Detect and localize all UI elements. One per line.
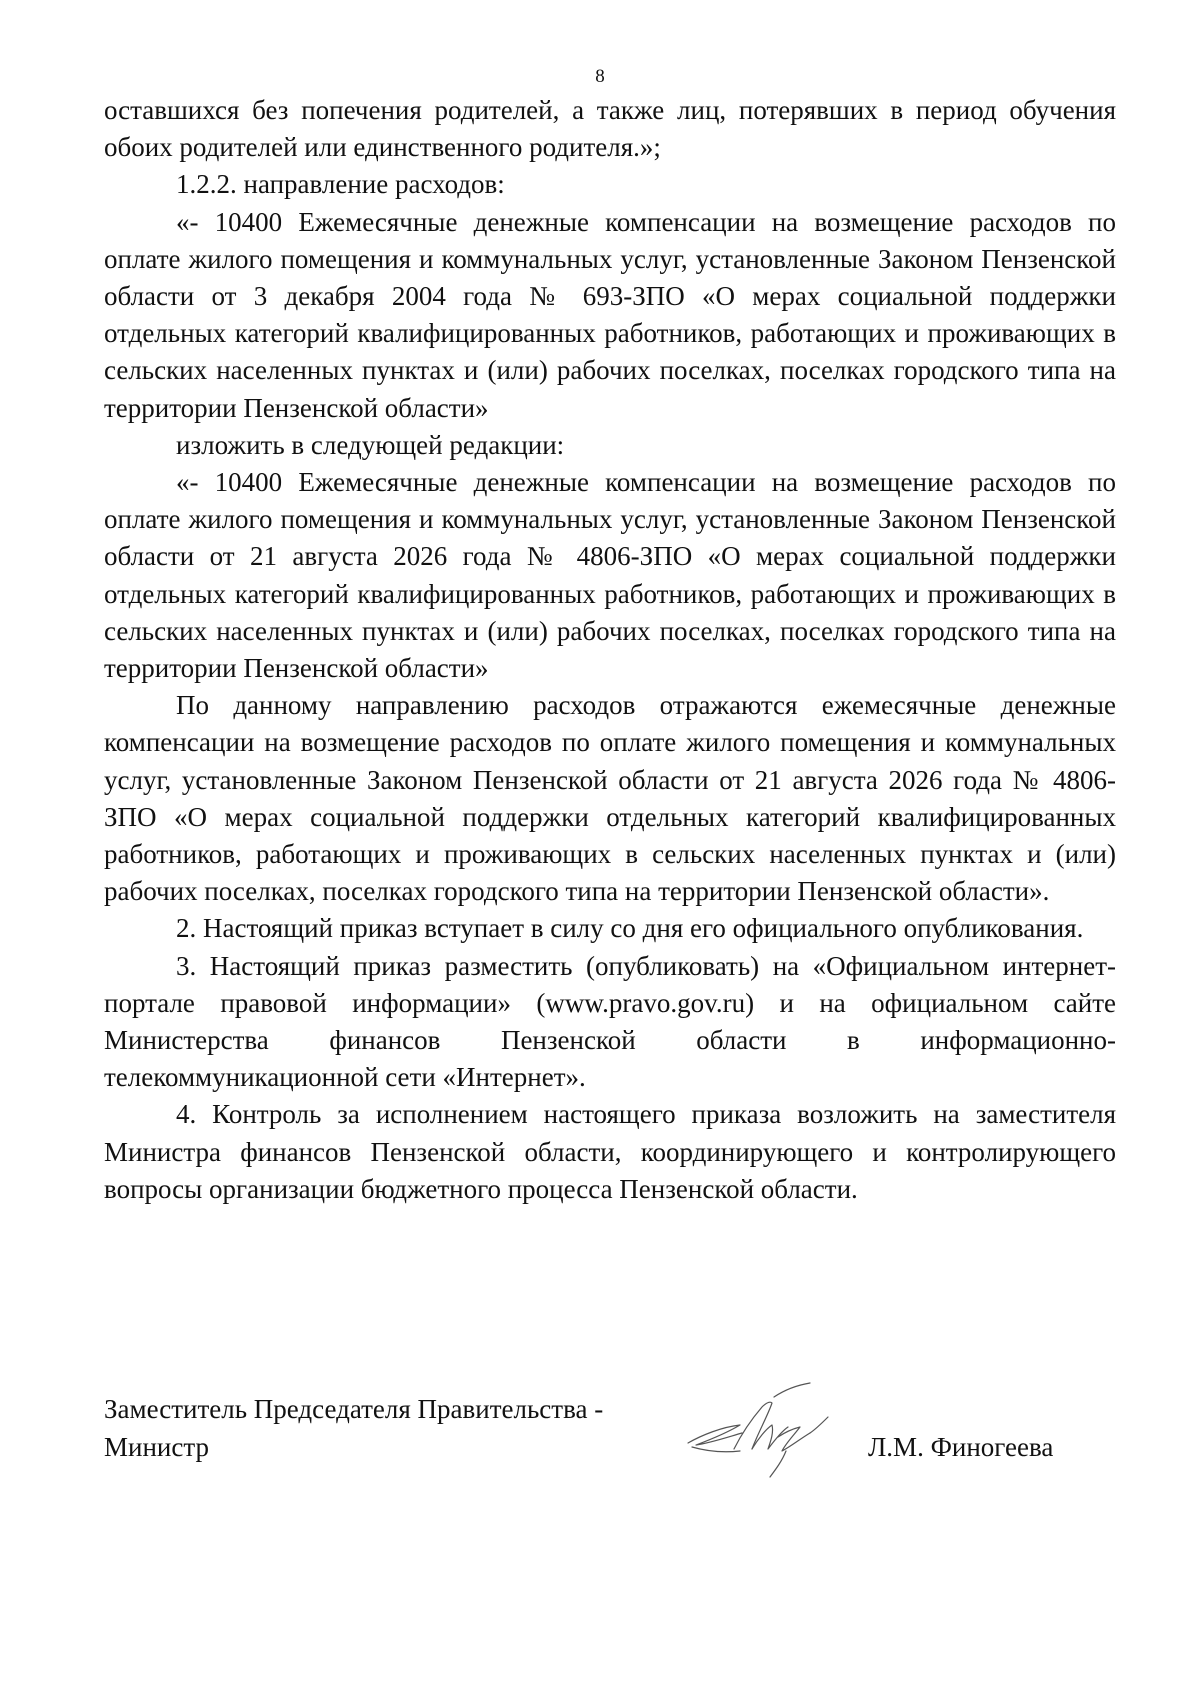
paragraph-item-3: 3. Настоящий приказ разместить (опубликовать) на «Официальном интернет-портале правовой информации» (www.pravo.gov.ru) и на официальном сайте Министерства финансов Пензенской области в информационно-телекоммуникационной сети «Интернет». <box>104 950 1116 1093</box>
document-body <box>104 92 1116 1208</box>
signatory-position-line-1: Заместитель Председателя Правительства - <box>104 1394 604 1424</box>
paragraph-continuation: оставшихся без попечения родителей, а также лиц, потерявших в период обучения обоих родителей или единственного родителя.»; <box>104 95 1116 163</box>
signatory-name: Л.М. Финогеева <box>868 1431 1054 1462</box>
page-number: 8 <box>595 66 605 87</box>
paragraph-expense-description: По данному направлению расходов отражаются ежемесячные денежные компенсации на возмещение расходов по оплате жилого помещения и коммунальных услуг, установленные Законом Пензенской области от 21 августа 2026 года № 4806-ЗПО «О мерах социальной поддержки отдельных категорий квалифицированных работников, работающих и проживающих в сельских населенных пунктах и (или) рабочих поселках, поселках городского типа на территории Пензенской области». <box>104 690 1116 907</box>
handwritten-signature <box>682 1377 842 1487</box>
signatory-position <box>104 1391 664 1466</box>
paragraph-item-2: 2. Настоящий приказ вступает в силу со дня его официального опубликования. <box>176 913 1084 944</box>
paragraph-new-wording: «- 10400 Ежемесячные денежные компенсации на возмещение расходов по оплате жилого помещения и коммунальных услуг, установленные Законом Пензенской области от 21 августа 2026 года № 4806-ЗПО «О мерах социальной поддержки отдельных категорий квалифицированных работников, работающих и проживающих в сельских населенных пунктах и (или) рабочих поселках, поселках городского типа на территории Пензенской области» <box>104 467 1116 684</box>
signatory-position-line-2: Министр <box>104 1431 209 1462</box>
paragraph-amend-instruction: изложить в следующей редакции: <box>176 429 565 460</box>
paragraph-item-4: 4. Контроль за исполнением настоящего приказа возложить на заместителя Министра финансов Пензенской области, координирующего и контролирующего вопросы организации бюджетного процесса Пензенской области. <box>104 1099 1116 1204</box>
paragraph-1-2-2: 1.2.2. направление расходов: <box>176 169 505 200</box>
paragraph-old-wording: «- 10400 Ежемесячные денежные компенсации на возмещение расходов по оплате жилого помещения и коммунальных услуг, установленные Законом Пензенской области от 3 декабря 2004 года № 693-ЗПО «О мерах социальной поддержки отдельных категорий квалифицированных работников, работающих и проживающих в сельских населенных пунктах и (или) рабочих поселках, поселках городского типа на территории Пензенской области» <box>104 206 1116 423</box>
signature-block <box>104 1391 1116 1501</box>
